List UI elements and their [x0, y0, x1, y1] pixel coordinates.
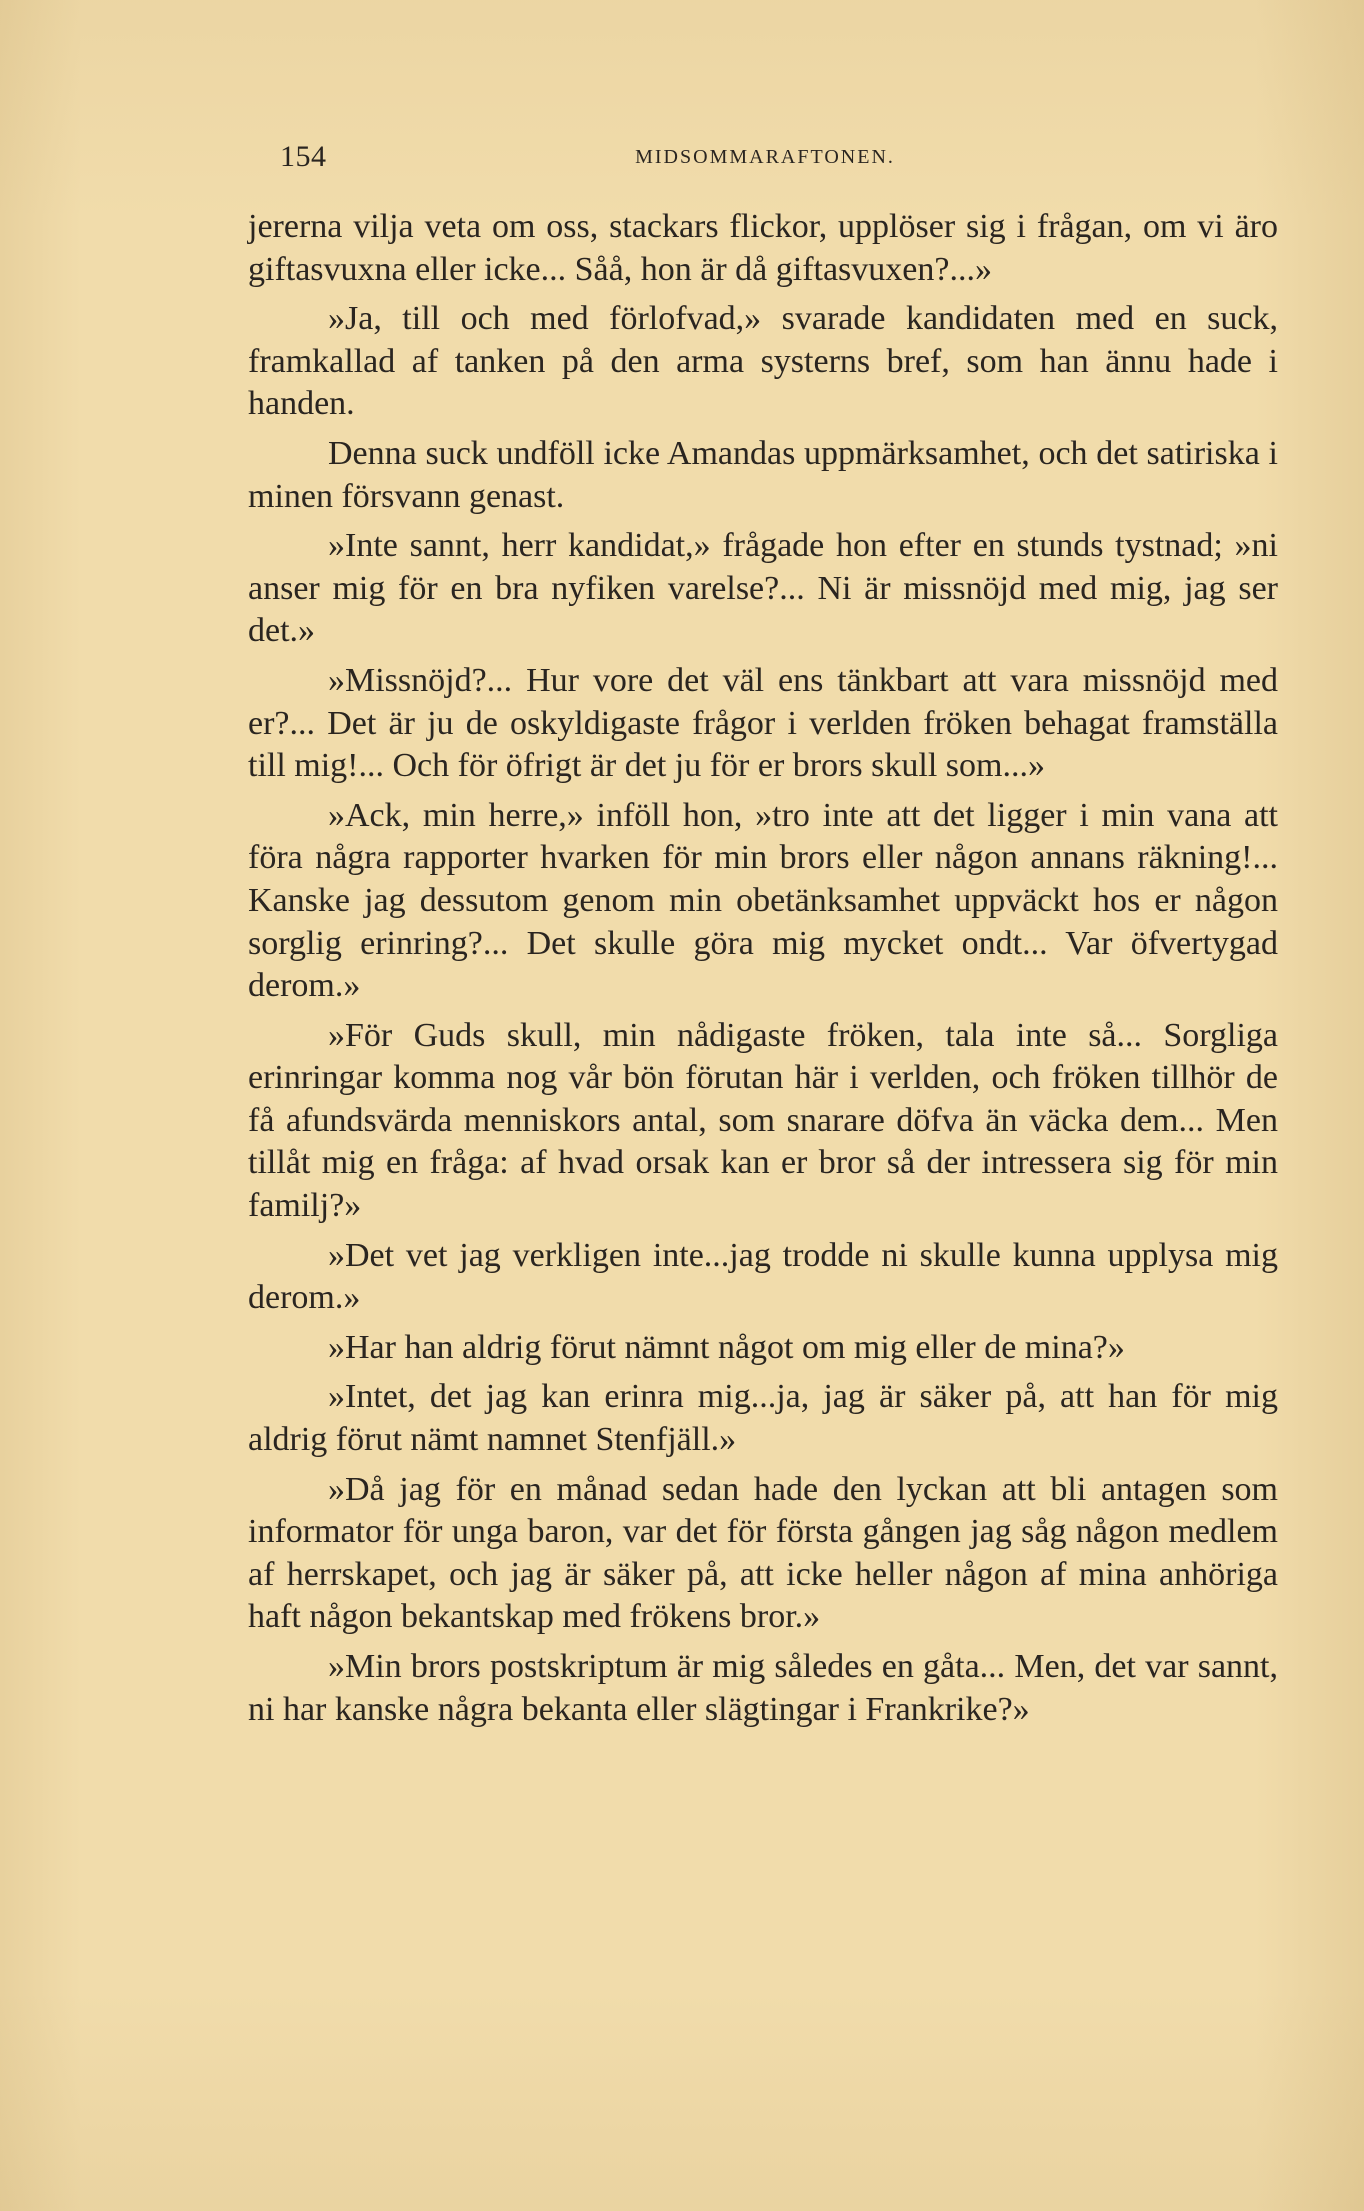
- paragraph: »Det vet jag verkligen inte...jag trodde ni skulle kunna upplysa mig derom.»: [248, 1236, 1278, 1317]
- paragraph: Denna suck undföll icke Amandas uppmärksamhet, och det satiriska i minen försvann genast.: [248, 434, 1278, 515]
- paragraph: »Inte sannt, herr kandidat,» frågade hon efter en stunds tystnad; »ni anser mig för en bra nyfiken varelse?... Ni är missnöjd med mig, jag ser det.»: [248, 527, 1278, 650]
- paragraph: »För Guds skull, min nådigaste fröken, tala inte så... Sorgliga erinringar komma nog vår bön förutan här i verlden, och fröken tillhör de få afundsvärda menniskors antal, som snarare döfva än väcka dem... Men tillåt mig en fråga: af hvad orsak kan er bror så der intressera sig för min familj?»: [248, 1016, 1278, 1225]
- paragraph: »Har han aldrig förut nämnt något om mig eller de mina?»: [328, 1328, 1125, 1366]
- body-text: [248, 206, 1278, 1738]
- paragraph-continuation: jererna vilja veta om oss, stackars flickor, upplöser sig i frågan, om vi äro giftasvuxna eller icke... Såå, hon är då giftasvuxen?...»: [248, 208, 1278, 288]
- page-number: 154: [280, 140, 327, 173]
- paragraph: »Ack, min herre,» inföll hon, »tro inte att det ligger i min vana att föra några rapporter hvarken för min brors eller någon annans räkning!... Kanske jag dessutom genom min obetänksamhet uppväckt hos er någon sorglig erinring?... Det skulle göra mig mycket ondt... Var öfvertygad derom.»: [248, 796, 1278, 1005]
- paragraph: »Ja, till och med förlofvad,» svarade kandidaten med en suck, framkallad af tanken på den arma systerns bref, som han ännu hade i handen.: [248, 300, 1278, 423]
- running-head: MIDSOMMARAFTONEN.: [635, 146, 895, 168]
- paragraph: »Missnöjd?... Hur vore det väl ens tänkbart att vara missnöjd med er?... Det är ju de oskyldigaste frågor i verlden fröken behagat framställa till mig!... Och för öfrigt är det ju för er brors skull som...»: [248, 661, 1278, 785]
- paragraph: »Intet, det jag kan erinra mig...ja, jag är säker på, att han för mig aldrig förut nämt namnet Stenfjäll.»: [248, 1378, 1278, 1459]
- paragraph: »Min brors postskriptum är mig således en gåta... Men, det var sannt, ni har kanske några bekanta eller slägtingar i Frankrike?»: [248, 1648, 1278, 1728]
- paragraph: »Då jag för en månad sedan hade den lyckan att bli antagen som informator för unga baron, var det för första gången jag såg någon medlem af herrskapet, och jag är säker på, att icke heller någon af mina anhöriga haft någon bekantskap med frökens bror.»: [248, 1470, 1278, 1636]
- page-header: [250, 140, 1280, 190]
